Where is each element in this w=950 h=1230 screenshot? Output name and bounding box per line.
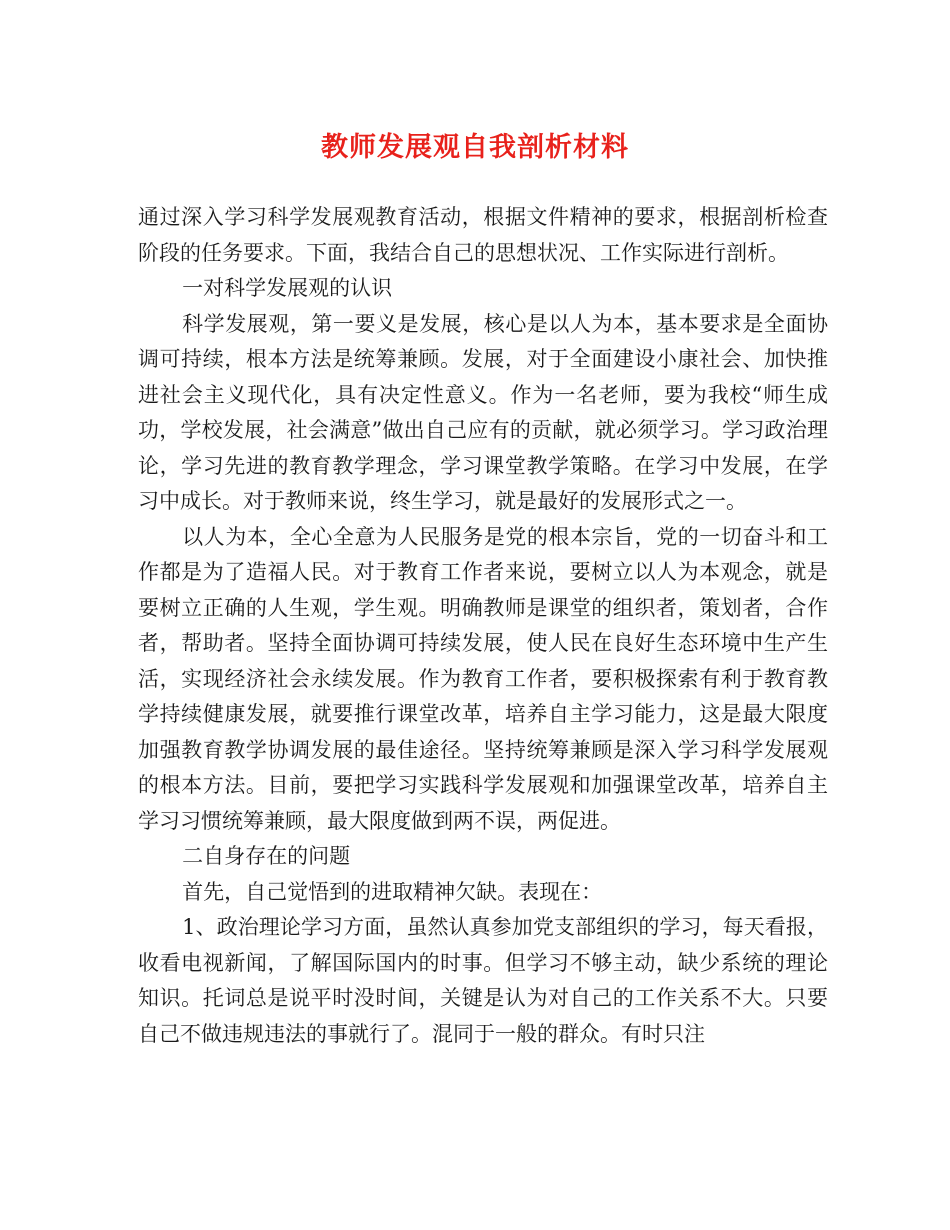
paragraph: 科学发展观，第一要义是发展，核心是以人为本，基本要求是全面协调可持续，根本方法是统筹兼顾。发展，对于全面建设小康社会、加快推进社会主义现代化，具有决定性意义。作为一名老师，要为我校“师生成功，学校发展，社会满意”做出自己应有的贡献，就必须学习。学习政治理论，学习先进的教育教学理念，学习课堂教学策略。在学习中发展，在学习中成长。对于教师来说，终生学习，就是最好的发展形式之一。	[138, 311, 828, 513]
document-body	[138, 200, 828, 1052]
paragraph: 二自身存在的问题	[182, 844, 351, 868]
paragraph: 1、政治理论学习方面，虽然认真参加党支部组织的学习，每天看报，收看电视新闻，了解国际国内的时事。但学习不够主动，缺少系统的理论知识。托词总是说平时没时间，关键是认为对自己的工作关系不大。只要自己不做违规违法的事就行了。混同于一般的群众。有时只注	[138, 915, 828, 1046]
document-title: 教师发展观自我剖析材料	[321, 132, 629, 163]
paragraph: 通过深入学习科学发展观教育活动，根据文件精神的要求，根据剖析检查阶段的任务要求。下面，我结合自己的思想状况、工作实际进行剖析。	[138, 205, 828, 265]
paragraph: 首先，自己觉悟到的进取精神欠缺。表现在：	[182, 879, 603, 904]
paragraph: 一对科学发展观的认识	[182, 276, 393, 300]
paragraph: 以人为本，全心全意为人民服务是党的根本宗旨，党的一切奋斗和工作都是为了造福人民。对于教育工作者来说，要树立以人为本观念，就是要树立正确的人生观，学生观。明确教师是课堂的组织者，策划者，合作者，帮助者。坚持全面协调可持续发展，使人民在良好生态环境中生产生活，实现经济社会永续发展。作为教育工作者，要积极探索有利于教育教学持续健康发展，就要推行课堂改革，培养自主学习能力，这是最大限度加强教育教学协调发展的最佳途径。坚持统筹兼顾是深入学习科学发展观的根本方法。目前，要把学习实践科学发展观和加强课堂改革，培养自主学习习惯统筹兼顾，最大限度做到两不误，两促进。	[138, 524, 828, 833]
